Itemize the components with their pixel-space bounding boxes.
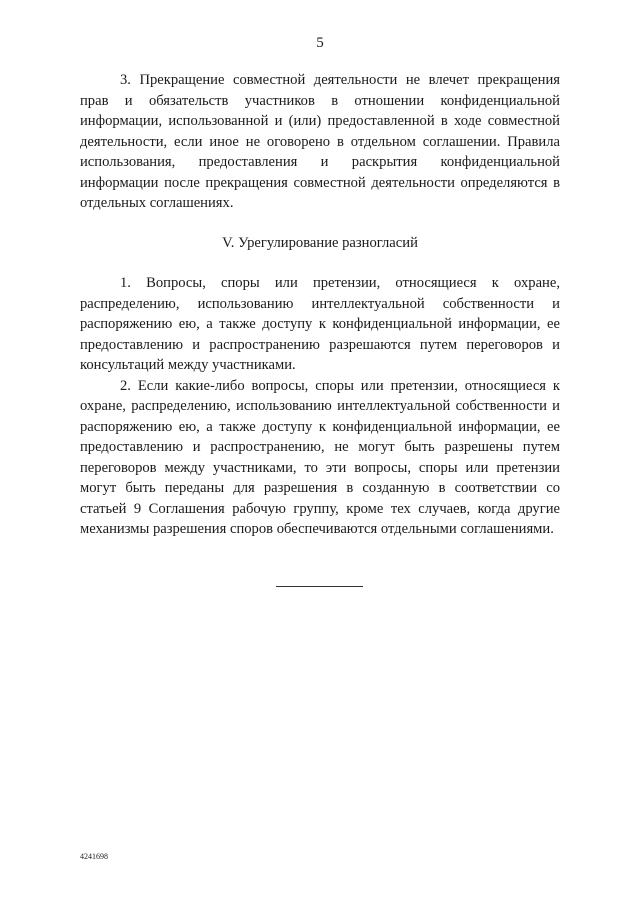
paragraph-v-1: 1. Вопросы, споры или претензии, относящиеся к охране, распределению, использованию интеллектуальной собственности и распоряжению ею, а также доступу к конфиденциальной информации, ее предоставлению и распространению разрешаются путем переговоров и консультаций между участниками. xyxy=(80,275,560,373)
paragraph-iv-3: 3. Прекращение совместной деятельности не влечет прекращения прав и обязательств участников в отношении конфиденциальной информации, использованной и (или) предоставленной в ходе совместной деятельности, если иное не оговорено в отдельном соглашении. Правила использования, предоставления и раскрытия конфиденциальной информации после прекращения совместной деятельности определяются в отдельных соглашениях. xyxy=(80,72,560,211)
section-heading-v: V. Урегулирование разногласий xyxy=(222,234,418,251)
page-number: 5 xyxy=(316,35,324,51)
document-code: 4241698 xyxy=(80,852,108,861)
paragraph-v-2: 2. Если какие-либо вопросы, споры или претензии, относящиеся к охране, распределению, использованию интеллектуальной собственности и распоряжению ею, а также доступу к конфиденциальной информации, ее предоставлению и распространению, не могут быть разрешены путем переговоров между участниками, то эти вопросы, споры или претензии могут быть переданы для разрешения в созданную в соответствии со статьей 9 Соглашения рабочую группу, кроме тех случаев, когда другие механизмы разрешения споров обеспечиваются отдельными соглашениями. xyxy=(80,377,560,537)
document-body xyxy=(80,70,560,540)
end-separator-line xyxy=(276,586,363,587)
